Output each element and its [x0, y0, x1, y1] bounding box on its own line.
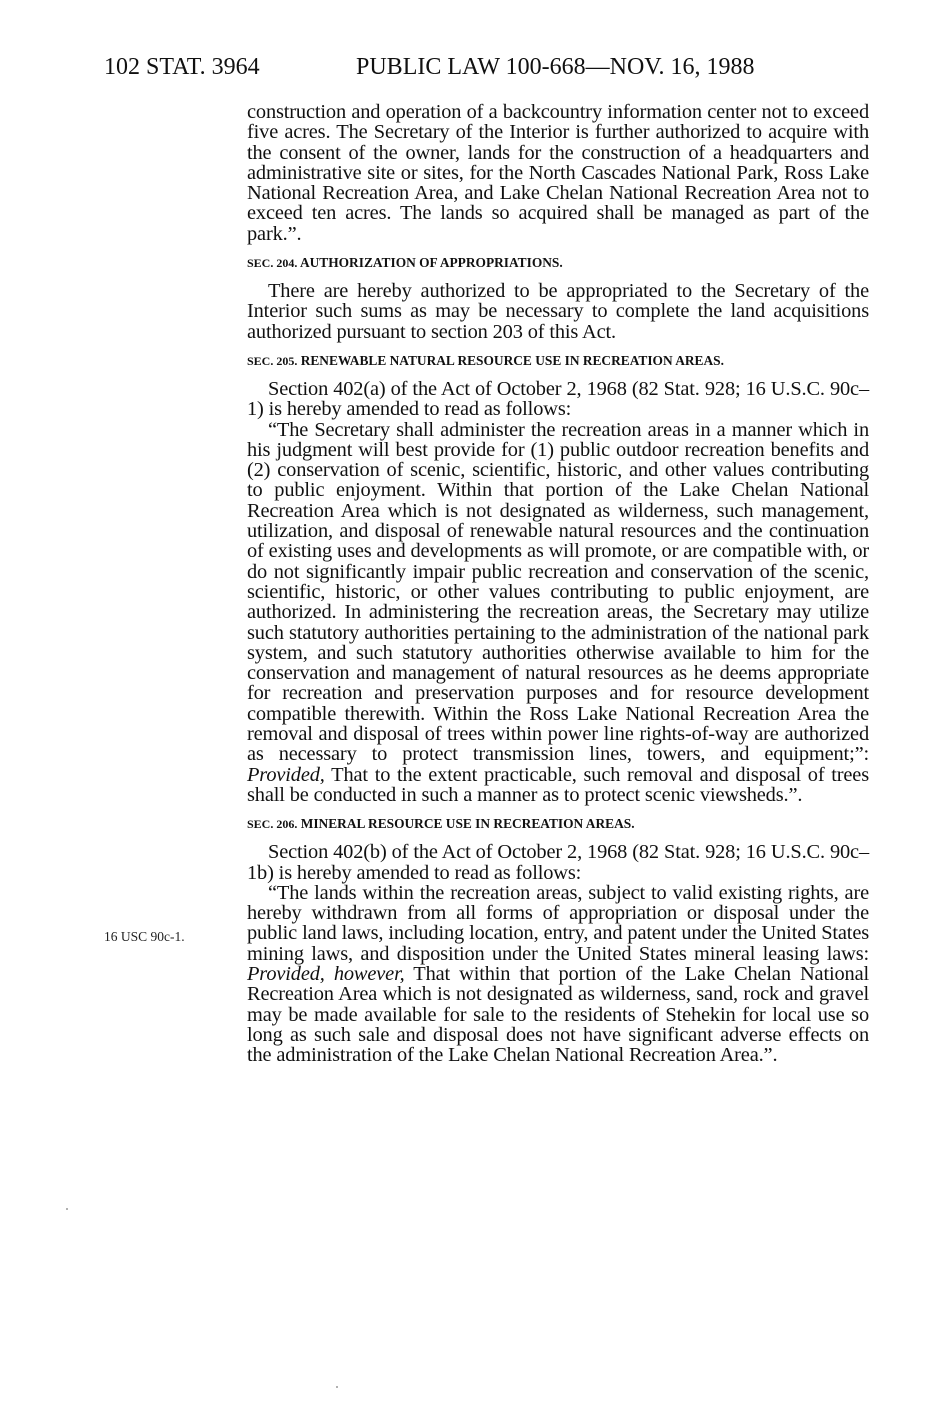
section-204-title: AUTHORIZATION OF APPROPRIATIONS. [299, 255, 563, 271]
section-206-quote-part-a: “The lands within the recreation areas, subject to valid existing rights, are hereby withdrawn from all forms of appropriation or disposal under the public land laws, including location, entry, and patent under the United States mining laws, and disposition under the United States mineral leasing laws: [247, 881, 869, 965]
scan-speck [66, 1208, 68, 1210]
section-206-quote-part-b: That within that portion of the Lake Chelan National Recreation Area which is not designated as wilderness, sand, rock and gravel may be made available for sale to the residents of Stehekin for local use so long as such sale and disposal does not have significant adverse effects on the administration of the Lake Chelan National Recreation Area.”. [247, 962, 869, 1067]
continued-paragraph: construction and operation of a backcountry information center not to exceed five acres. The Secretary of the Interior is further authorized to acquire with the consent of the owner, lands for the construction of a headquarters and administrative site or sites, for the North Cascades National Park, Ross Lake National Recreation Area, and Lake Chelan National Recreation Area not to exceed ten acres. The lands so acquired shall be managed as part of the park.”. [247, 101, 869, 245]
section-206-intro: Section 402(b) of the Act of October 2, 1968 (82 Stat. 928; 16 U.S.C. 90c–1b) is hereby amended to read as follows: [247, 841, 869, 884]
section-205-heading [247, 353, 869, 369]
section-205-title: RENEWABLE NATURAL RESOURCE USE IN RECREATION AREAS. [300, 352, 724, 368]
section-204-number: SEC. 204. [247, 256, 298, 271]
margin-citation-note: 16 USC 90c-1. [104, 929, 185, 944]
law-title: PUBLIC LAW 100-668—NOV. 16, 1988 [356, 54, 755, 80]
section-206-heading [247, 816, 869, 832]
section-205-quote [247, 420, 869, 806]
section-205-number: SEC. 205. [247, 353, 298, 368]
section-206-number: SEC. 206. [247, 817, 298, 832]
stat-reference: 102 STAT. 3964 [104, 54, 260, 80]
scan-speck [336, 1386, 338, 1388]
section-206-title: MINERAL RESOURCE USE IN RECREATION AREAS. [300, 816, 635, 832]
main-text-column [247, 102, 869, 1065]
section-206-proviso: Provided, however, [247, 962, 405, 985]
section-205-quote-part-b: That to the extent practicable, such removal and disposal of trees shall be conducted in such a manner as to protect scenic viewsheds.”. [247, 763, 869, 806]
section-205-intro: Section 402(a) of the Act of October 2, 1968 (82 Stat. 928; 16 U.S.C. 90c–1) is hereby amended to read as follows: [247, 377, 869, 421]
section-204-body: There are hereby authorized to be appropriated to the Secretary of the Interior such sums as may be necessary to complete the land acquisitions authorized pursuant to section 203 of this Act. [247, 280, 869, 343]
section-206-quote [247, 883, 869, 1066]
section-204-heading [247, 255, 869, 271]
section-205-quote-part-a: “The Secretary shall administer the recreation areas in a manner which in his judgment will best provide for (1) public outdoor recreation benefits and (2) conservation of scenic, scientific, historic, and other values contributing to public enjoyment. Within that portion of the Lake Chelan National Recreation Area which is not designated as wilderness, such management, utilization, and disposal of renewable natural resources and the continuation of existing uses and developments as will promote, or are compatible with, or do not significantly impair public recreation and conservation of the scenic, scientific, historic, or other values contributing to public enjoyment, are authorized. In administering the recreation areas, the Secretary may utilize such statutory authorities pertaining to the administration of the national park system, and such statutory authorities otherwise available to him for the conservation and management of natural resources as he deems appropriate for recreation and preservation purposes and for resource development compatible therewith. Within the Ross Lake National Recreation Area the removal and disposal of trees within power line rights-of-way are authorized as necessary to protect transmission lines, towers, and equipment;”: [247, 418, 869, 766]
page-header [104, 54, 874, 86]
section-205-proviso: Provided, [247, 763, 325, 786]
